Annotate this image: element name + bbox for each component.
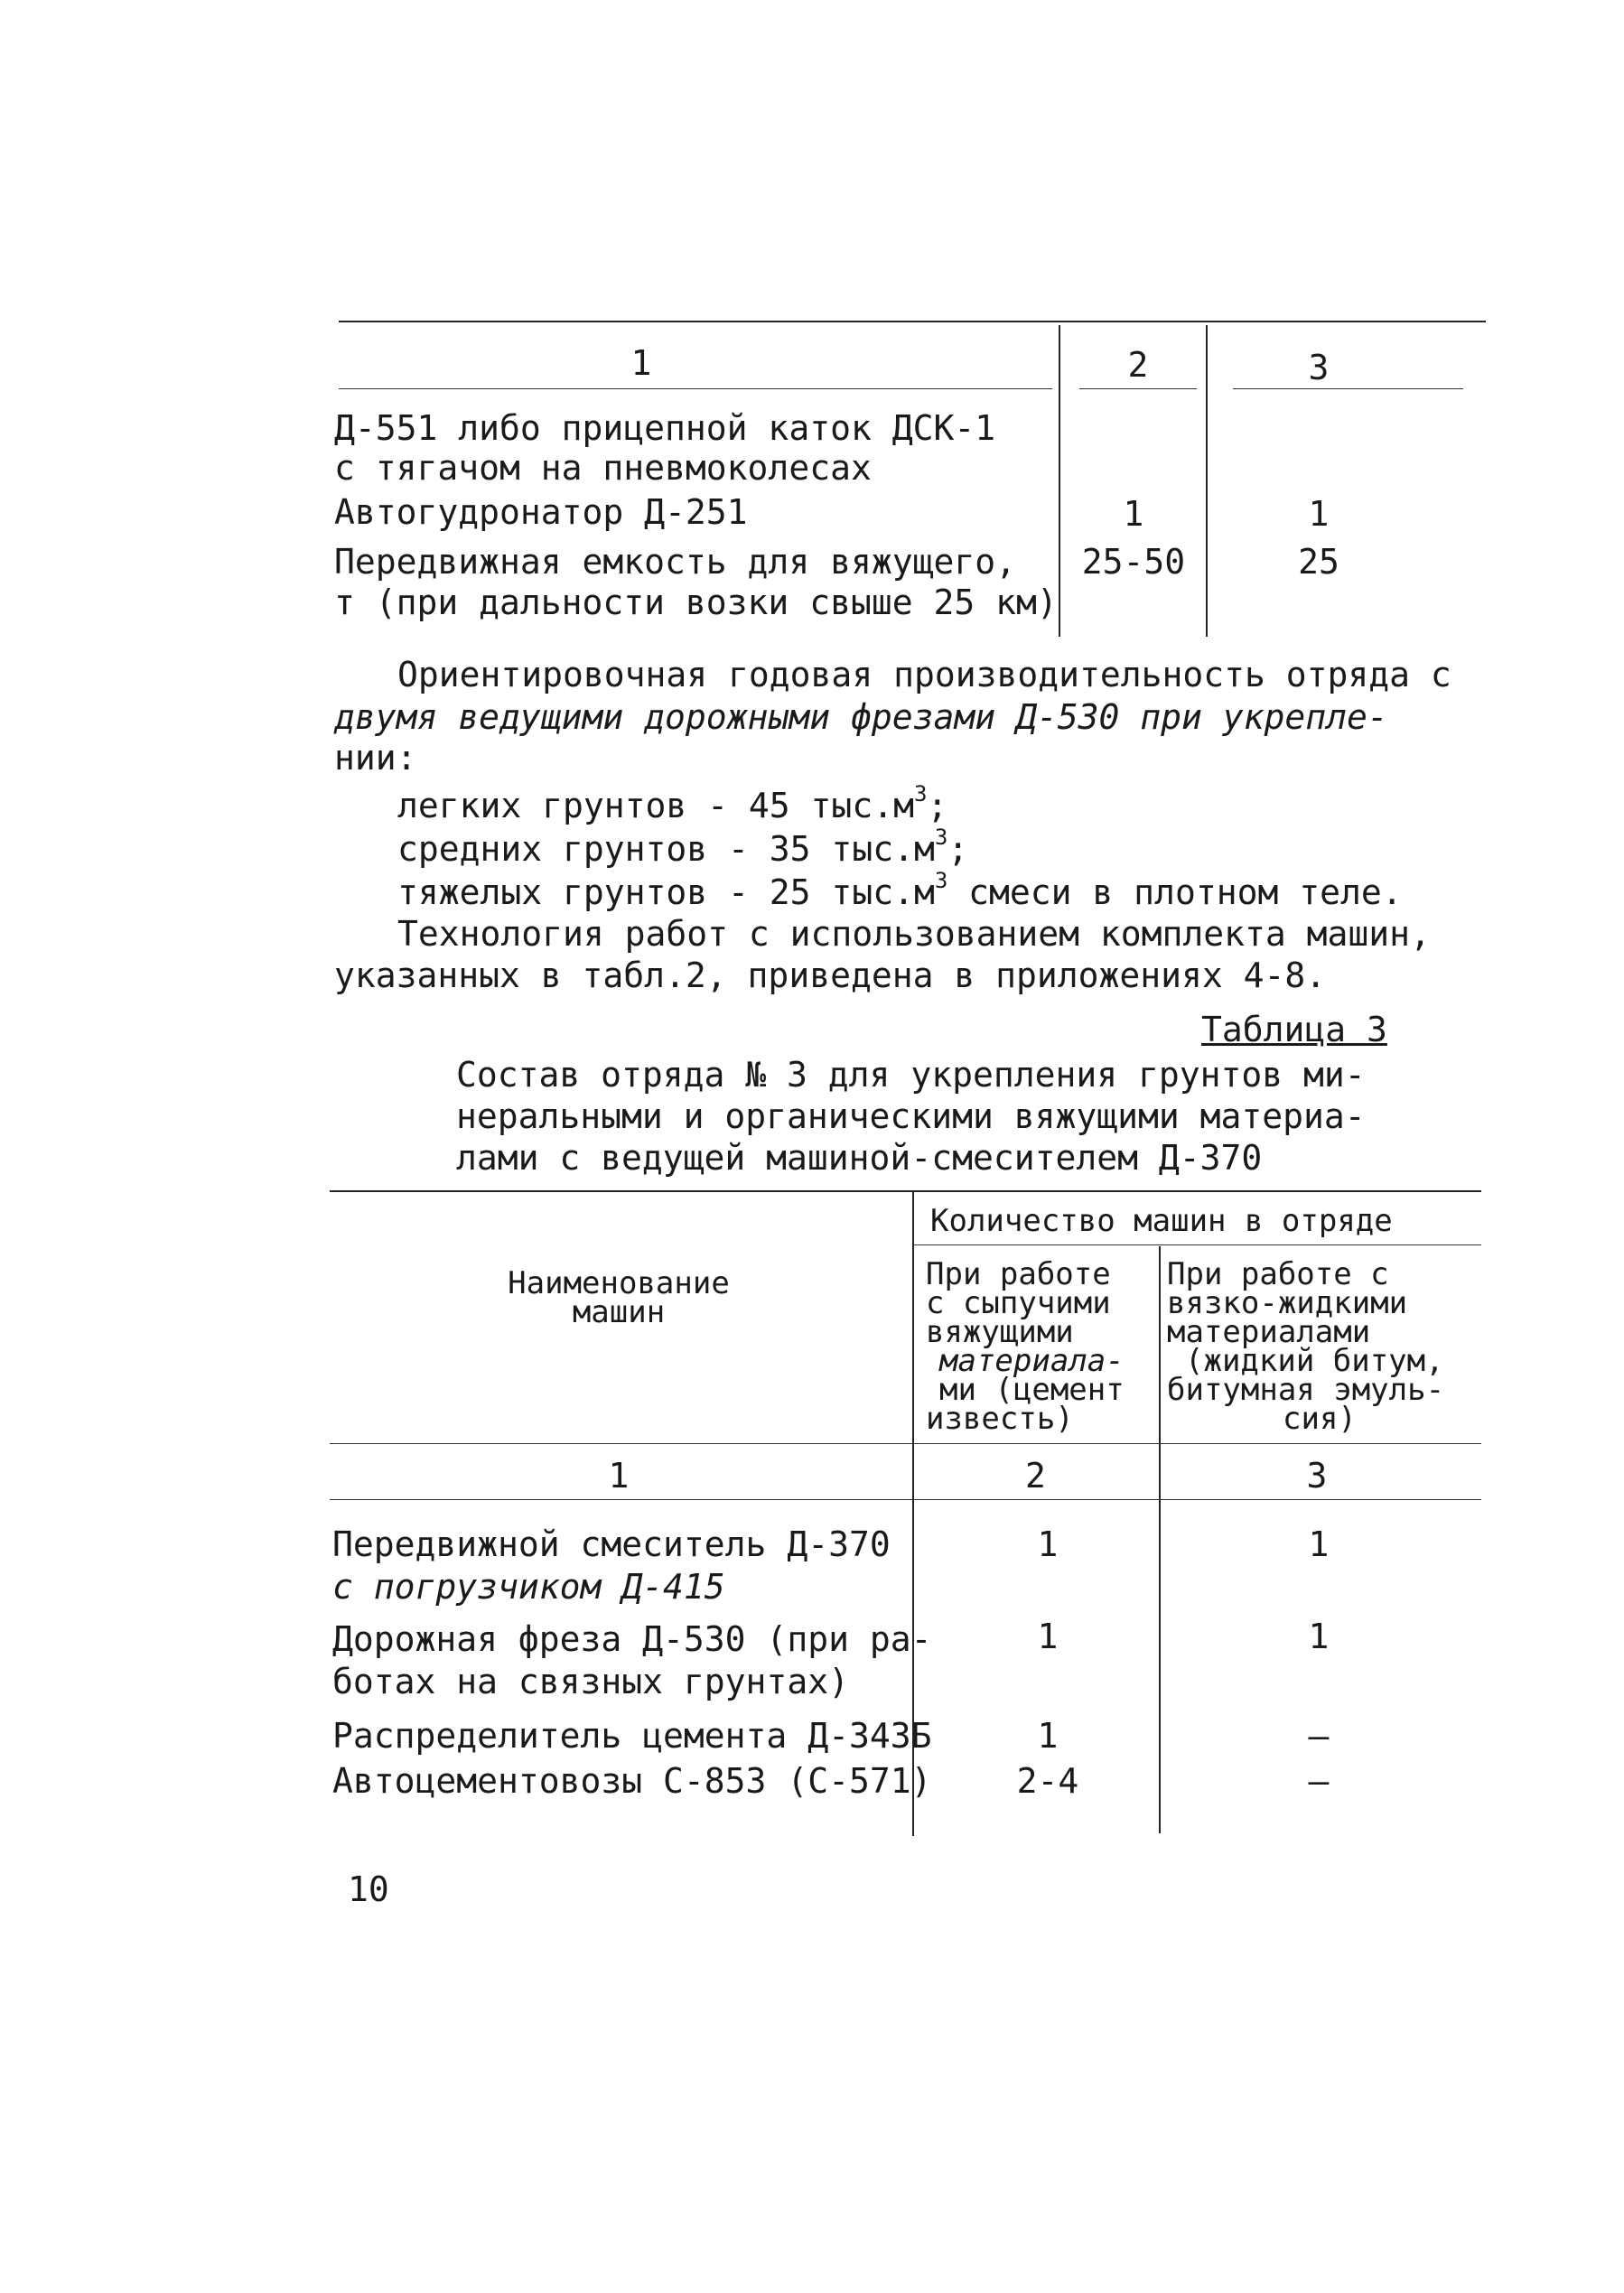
table3-header-name-line-2: машин bbox=[572, 1294, 666, 1330]
table2-row2-col3: 1 bbox=[1308, 494, 1330, 534]
table3-row2-col3: 1 bbox=[1308, 1617, 1330, 1656]
table2-header-rule-1 bbox=[339, 388, 1052, 389]
table3-header-col3-line-3: материалами bbox=[1167, 1314, 1371, 1350]
table3-col3-number: 3 bbox=[1306, 1456, 1328, 1496]
light-soils-tail: ; bbox=[927, 786, 948, 825]
table3-header-col3-line-2: вязко-жидкими bbox=[1167, 1285, 1408, 1321]
medium-soils-unit-exponent: 3 bbox=[934, 825, 948, 850]
heavy-soils-tail: смеси в плотном теле. bbox=[947, 872, 1403, 912]
technology-line-2: указанных в табл.2, приведена в приложениях 4-8. bbox=[334, 955, 1327, 995]
paragraph-line-1: Ориентировочная годовая производительность отряда с bbox=[397, 655, 1451, 694]
table2-row2-col2: 1 bbox=[1123, 494, 1144, 534]
table3-group-rule bbox=[912, 1244, 1481, 1245]
table2-row1-line2: с тягачом на пневмоколесах bbox=[334, 448, 872, 488]
heavy-soils-line bbox=[397, 868, 1403, 912]
table2-divider-1 bbox=[1059, 325, 1060, 637]
table3-header-group: Количество машин в отряде bbox=[930, 1203, 1393, 1239]
table2-col2-number: 2 bbox=[1127, 345, 1149, 385]
technology-line-1: Технология работ с использованием комплекта машин, bbox=[397, 914, 1431, 954]
table2-divider-2 bbox=[1206, 325, 1208, 637]
table3-header-col2-line-2: с сыпучими bbox=[926, 1285, 1111, 1321]
table3-row4-col2: 2-4 bbox=[1016, 1761, 1079, 1801]
table3-row1-line2: с погрузчиком Д-415 bbox=[332, 1567, 725, 1607]
table3-row2-line1: Дорожная фреза Д-530 (при ра- bbox=[332, 1619, 932, 1659]
table3-row1-line1: Передвижной смеситель Д-370 bbox=[332, 1524, 891, 1564]
table3-divider-2 bbox=[1159, 1246, 1161, 1833]
table3-caption-line-2: неральными и органическими вяжущими материа- bbox=[456, 1096, 1366, 1136]
table2-row3-line1: Передвижная емкость для вяжущего, bbox=[334, 542, 1016, 582]
table2-row3-col2: 25-50 bbox=[1081, 542, 1186, 582]
table3-row4-col3: – bbox=[1308, 1761, 1330, 1801]
table2-row3-col3: 25 bbox=[1298, 542, 1339, 582]
light-soils-text: легких грунтов - 45 тыс.м bbox=[397, 786, 914, 825]
paragraph-line-2: двумя ведущими дорожными фрезами Д-530 при укрепле- bbox=[334, 697, 1388, 737]
table3-header-name-line-1: Наименование bbox=[508, 1265, 730, 1301]
table3-header-bottom-rule bbox=[330, 1443, 1481, 1444]
table2-row1-line1: Д-551 либо прицепной каток ДСК-1 bbox=[334, 408, 996, 448]
table3-label: Таблица 3 bbox=[1201, 1010, 1387, 1049]
table3-row3-col3: – bbox=[1308, 1716, 1330, 1756]
table3-col2-number: 2 bbox=[1025, 1456, 1046, 1496]
light-soils-unit-exponent: 3 bbox=[913, 781, 928, 806]
table3-row1-col2: 1 bbox=[1037, 1524, 1059, 1564]
table3-header-col2-line-5: ми (цемент bbox=[939, 1372, 1125, 1408]
table3-header-col2-line-3: вяжущими bbox=[926, 1314, 1074, 1350]
medium-soils-line bbox=[397, 825, 969, 869]
table3-numbers-rule bbox=[330, 1499, 1481, 1500]
table3-row2-col2: 1 bbox=[1037, 1617, 1059, 1656]
table2-col3-number: 3 bbox=[1308, 348, 1330, 387]
table2-row3-line2: т (при дальности возки свыше 25 км) bbox=[334, 583, 1058, 622]
page-number: 10 bbox=[348, 1869, 389, 1909]
table3-header-col3-line-6: сия) bbox=[1283, 1401, 1357, 1437]
table3-caption-line-3: лами с ведущей машиной-смесителем Д-370 bbox=[456, 1138, 1263, 1178]
paragraph-line-3: нии: bbox=[334, 738, 417, 778]
table3-header-col2-line-1: При работе bbox=[926, 1256, 1111, 1292]
table3-header-col3-line-4: (жидкий битум, bbox=[1185, 1343, 1444, 1379]
table3-row1-col3: 1 bbox=[1308, 1524, 1330, 1564]
table3-header-col2-line-4: материала- bbox=[939, 1343, 1125, 1379]
table3-header-col2-line-6: известь) bbox=[926, 1401, 1074, 1437]
table3-header-col3-line-1: При работе с bbox=[1167, 1256, 1389, 1292]
table3-caption-line-1: Состав отряда № 3 для укрепления грунтов ми- bbox=[456, 1055, 1366, 1095]
table2-top-rule bbox=[339, 321, 1486, 322]
table3-header-col3-line-5: битумная эмуль- bbox=[1167, 1372, 1445, 1408]
table2-col1-number: 1 bbox=[630, 343, 652, 383]
table2-row2-name: Автогудронатор Д-251 bbox=[334, 492, 748, 532]
table3-row3-name: Распределитель цемента Д-343Б bbox=[332, 1716, 932, 1756]
table3-row3-col2: 1 bbox=[1037, 1716, 1059, 1756]
medium-soils-text: средних грунтов - 35 тыс.м bbox=[397, 829, 935, 869]
heavy-soils-text: тяжелых грунтов - 25 тыс.м bbox=[397, 872, 935, 912]
table3-top-rule bbox=[330, 1190, 1481, 1192]
table3-col1-number: 1 bbox=[608, 1456, 630, 1496]
table2-header-rule-3 bbox=[1233, 388, 1463, 389]
table3-row2-line2: ботах на связных грунтах) bbox=[332, 1662, 849, 1701]
heavy-soils-unit-exponent: 3 bbox=[934, 868, 948, 893]
table2-header-rule-2 bbox=[1079, 388, 1197, 389]
medium-soils-tail: ; bbox=[947, 829, 969, 869]
table3-row4-name: Автоцементовозы С-853 (С-571) bbox=[332, 1761, 932, 1801]
light-soils-line bbox=[397, 781, 948, 825]
